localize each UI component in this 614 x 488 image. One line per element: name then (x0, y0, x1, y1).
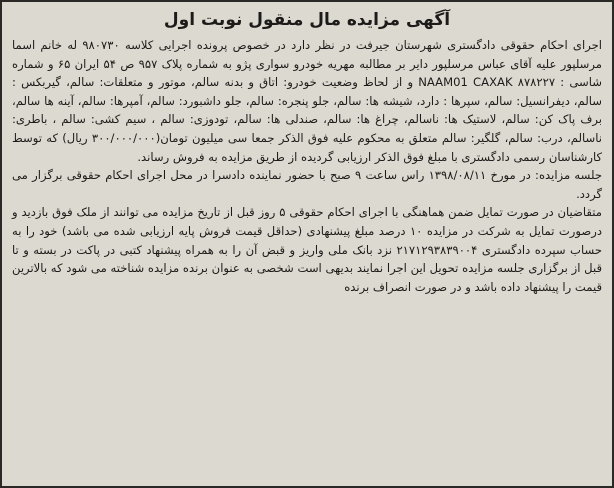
notice-title: آگهی مزایده مال منقول نوبت اول (163, 10, 451, 30)
notice-paragraph-main: اجرای احکام حقوقی دادگستری شهرستان جیرفت در نظر دارد در خصوص پرونده اجرایی کلاسه ۹۸۰۷۳۰ له خانم اسما مرسلپور علیه آقای عباس مرسلپور دایر بر مطالبه مهریه خودرو سواری پژو به شماره پلاک ۹۵۷ ص ۵۴ ایران ۶۵ و شماره شاسی : NAAM01 CAXAK ۸۷۸۲۲۷ و از لحاظ وضعیت خودرو: اتاق و بدنه سالم، موتور و متعلقات: سالم، گیربکس : سالم، دیفرانسیل: سالم، سپرها : دارد، شیشه ها: سالم، جلو پنجره: سالم، جلو داشبورد: سالم، آمپرها: سالم، آینه ها سالم، برف پاک کن: سالم، لاستیک ها: ناسالم، چراغ ها: سالم، صندلی ها: سالم، تودوزی: سالم ، سیم کشی: سالم ، باطری: ناسالم، درب: سالم، گلگیر: سالم متعلق به محکوم علیه فوق الذکر جمعا سی میلیون تومان(۳۰۰/۰۰۰/۰۰۰ ریال) که توسط کارشناسان رسمی دادگستری با مبلغ فوق الذکر ارزیابی گردیده از طریق مزایده به فروش رساند. (12, 38, 603, 164)
auction-notice (12, 6, 602, 296)
notice-paragraph-applicants: متقاضیان در صورت تمایل ضمن هماهنگی با اجرای احکام حقوقی ۵ روز قبل از تاریخ مزایده می توانند از ملک فوق بازدید و درصورت تمایل به شرکت در مزایده ۱۰ درصد مبلغ پیشنهادی (حداقل قیمت فروش پایه ارزیابی شده می باشد) خود را به حساب سپرده دادگستری ۲۱۷۱۲۹۳۸۳۹۰۰۴ نزد بانک ملی واریز و قبض آن را به همراه پیشنهاد کتبی در پاکت در بسته و تا قبل از برگزاری جلسه مزایده تحویل این اجرا نمایند بدیهی است شخصی به عنوان برنده مزایده شناخته می شود که بالاترین قیمت را پیشنهاد داده باشد و در صورت انصراف برنده (12, 205, 602, 294)
notice-paragraph-session: جلسه مزایده: در مورخ ۱۳۹۸/۰۸/۱۱ راس ساعت ۹ صبح با حضور نماینده دادسرا در محل اجرای احکام حقوقی برگزار می گردد. (12, 168, 602, 201)
